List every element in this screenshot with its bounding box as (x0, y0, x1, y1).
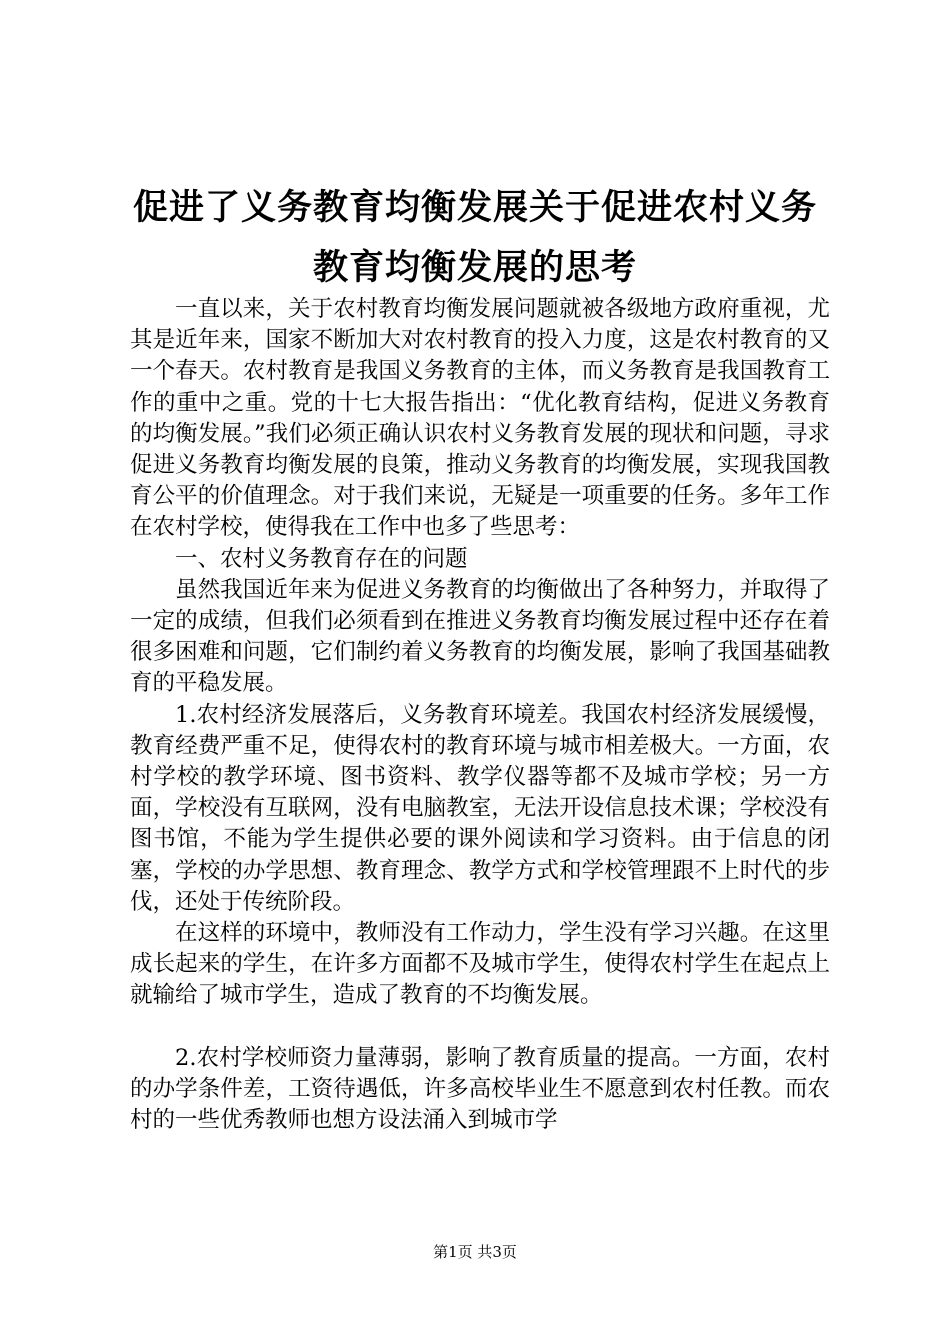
paragraph: 一直以来，关于农村教育均衡发展问题就被各级地方政府重视，尤其是近年来，国家不断加大对农村教育的投入力度，这是农村教育的又一个春天。农村教育是我国义务教育的主体，而义务教育是我国教育工作的重中之重。党的十七大报告指出：“优化教育结构，促进义务教育的均衡发展。”我们必须正确认识农村义务教育发展的现状和问题，寻求促进义务教育均衡发展的良策，推动义务教育的均衡发展，实现我国教育公平的价值理念。对于我们来说，无疑是一项重要的任务。多年工作在农村学校，使得我在工作中也多了些思考： (130, 296, 830, 541)
section-heading: 一、农村义务教育存在的问题 (175, 545, 468, 572)
document-body (130, 294, 830, 1136)
paragraph: 1.农村经济发展落后，义务教育环境差。我国农村经济发展缓慢，教育经费严重不足，使得农村的教育环境与城市相差极大。一方面，农村学校的教学环境、图书资料、教学仪器等都不及城市学校；另一方面，学校没有互联网，没有电脑教室，无法开设信息技术课；学校没有图书馆，不能为学生提供必要的课外阅读和学习资料。由于信息的闭塞，学校的办学思想、教育理念、教学方式和学校管理跟不上时代的步伐，还处于传统阶段。 (130, 701, 830, 915)
page-number-footer: 第1页 共3页 (433, 1243, 517, 1261)
page-title: 促进了义务教育均衡发展关于促进农村义务教育均衡发展的思考 (132, 188, 817, 288)
paragraph: 虽然我国近年来为促进义务教育的均衡做出了各种努力，并取得了一定的成绩，但我们必须看到在推进义务教育均衡发展过程中还存在着很多困难和问题，它们制约着义务教育的均衡发展，影响了我国基础教育的平稳发展。 (130, 576, 830, 697)
paragraph: 在这样的环境中，教师没有工作动力，学生没有学习兴趣。在这里成长起来的学生，在许多方面都不及城市学生，使得农村学生在起点上就输给了城市学生，造成了教育的不均衡发展。 (130, 920, 830, 1009)
paragraph: 2.农村学校师资力量薄弱，影响了教育质量的提高。一方面，农村的办学条件差，工资待遇低，许多高校毕业生不愿意到农村任教。而农村的一些优秀教师也想方设法涌入到城市学 (130, 1044, 830, 1134)
